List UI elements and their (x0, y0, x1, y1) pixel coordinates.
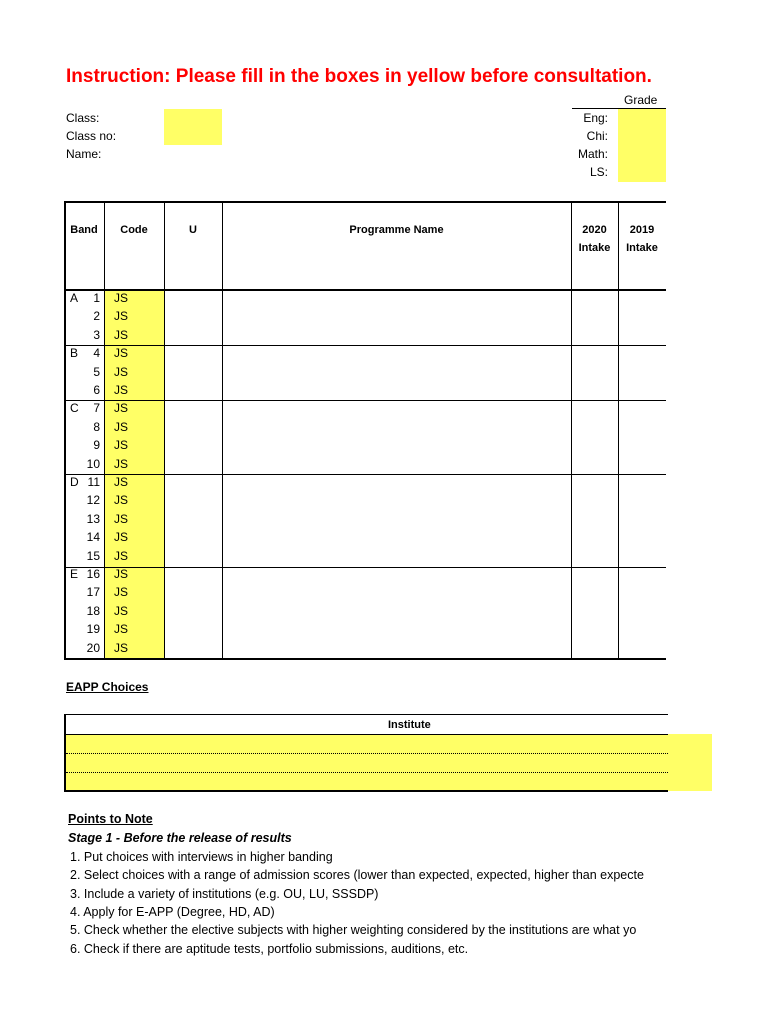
eapp-top-border (64, 714, 668, 715)
header-2019: 2019 (629, 224, 655, 236)
row-number: 13 (86, 511, 100, 526)
class-no-label: Class no: (66, 129, 117, 143)
row-number: 11 (87, 475, 100, 489)
band-letter: A (70, 291, 79, 305)
code-cell[interactable]: JS (114, 364, 129, 379)
grade-label-eng: Eng: (583, 111, 608, 125)
grade-inputs[interactable] (618, 109, 666, 182)
header-code: Code (120, 224, 148, 236)
col-border-code (164, 201, 165, 660)
grade-label-math: Math: (577, 147, 608, 161)
col-border-left (64, 201, 66, 660)
code-cell[interactable]: JS (114, 438, 129, 453)
header-band: Band (70, 224, 98, 236)
note-item: 3. Include a variety of institutions (e.g. OU, LU, SSSDP) (70, 886, 379, 901)
code-cell[interactable]: JS (114, 603, 129, 618)
band-letter: E (70, 567, 79, 581)
col-border-u (222, 201, 223, 660)
class-label: Class: (66, 111, 100, 125)
note-item: 5. Check whether the elective subjects with higher weighting considered by the institutions are what yo (70, 923, 637, 938)
col-border-band (104, 201, 105, 660)
table-header-border (64, 289, 666, 291)
code-cell[interactable]: JS (114, 456, 129, 471)
code-cell[interactable]: JS (114, 493, 129, 508)
code-cell[interactable]: JS (114, 475, 129, 489)
row-number: 12 (86, 493, 100, 508)
note-item: 6. Check if there are aptitude tests, portfolio submissions, auditions, etc. (70, 941, 469, 956)
eapp-bottom-border (64, 790, 668, 792)
band-divider-ab (64, 345, 666, 346)
row-number: 3 (93, 327, 100, 342)
header-programme-name: Programme Name (349, 224, 444, 236)
row-number: 9 (93, 438, 100, 453)
header-2020: 2020 (582, 224, 607, 236)
class-input[interactable] (164, 109, 222, 145)
note-item: 1. Put choices with interviews in higher banding (70, 850, 333, 864)
notes-title: Points to Note (68, 812, 153, 826)
band-divider-bc (64, 400, 666, 401)
row-number: 18 (86, 603, 100, 618)
code-cell[interactable]: JS (114, 309, 129, 324)
note-item: 2. Select choices with a range of admission scores (lower than expected, expected, higher than expecte (70, 868, 644, 883)
row-number: 14 (86, 530, 100, 545)
note-item: 4. Apply for E-APP (Degree, HD, AD) (70, 904, 275, 919)
row-number: 5 (93, 364, 100, 379)
eapp-header-border (64, 734, 668, 735)
table-top-border (64, 201, 666, 203)
row-number: 10 (86, 456, 100, 471)
code-cell[interactable]: JS (114, 622, 129, 637)
row-number: 16 (86, 567, 100, 581)
row-number: 8 (93, 419, 100, 434)
code-cell[interactable]: JS (114, 511, 129, 526)
eapp-title: EAPP Choices (66, 680, 149, 694)
code-cell[interactable]: JS (114, 383, 129, 397)
row-number: 15 (86, 548, 100, 563)
band-divider-de (64, 567, 666, 568)
code-cell[interactable]: JS (114, 567, 129, 581)
name-label: Name: (66, 147, 102, 161)
col-border-programme (571, 201, 572, 660)
grade-header: Grade (624, 93, 658, 107)
instruction-title: Instruction: Please fill in the boxes in yellow before consultation. (66, 66, 652, 87)
code-cell[interactable]: JS (114, 419, 129, 434)
row-number: 4 (93, 346, 100, 361)
col-border-2020 (618, 201, 619, 660)
band-letter: D (70, 475, 79, 489)
code-cell[interactable]: JS (114, 585, 129, 600)
eapp-row-divider-1 (66, 753, 668, 754)
code-cell[interactable]: JS (114, 401, 129, 416)
row-number: 1 (93, 291, 100, 305)
header-2020-intake: Intake (578, 242, 611, 254)
row-number: 2 (93, 309, 100, 324)
row-number: 19 (86, 622, 100, 637)
code-cell[interactable]: JS (114, 640, 129, 655)
notes-stage: Stage 1 - Before the release of results (68, 831, 292, 845)
eapp-row-divider-2 (66, 772, 668, 773)
header-u: U (189, 224, 197, 236)
code-cell[interactable]: JS (114, 530, 129, 545)
row-number: 20 (86, 640, 100, 655)
code-cell[interactable]: JS (114, 548, 129, 563)
code-cell[interactable]: JS (114, 346, 129, 361)
eapp-institute-header: Institute (388, 719, 431, 731)
header-2019-intake: Intake (626, 242, 658, 254)
band-letter: B (70, 346, 79, 361)
code-cell[interactable]: JS (114, 291, 129, 305)
band-divider-cd (64, 474, 666, 475)
code-cell[interactable]: JS (114, 327, 129, 342)
row-number: 6 (93, 383, 100, 397)
row-number: 7 (93, 401, 100, 416)
band-letter: C (70, 401, 79, 416)
grade-label-chi: Chi: (586, 129, 608, 143)
table-bottom-border (64, 658, 666, 660)
eapp-input-area[interactable] (66, 734, 712, 791)
row-number: 17 (86, 585, 100, 600)
grade-label-ls: LS: (589, 165, 608, 179)
